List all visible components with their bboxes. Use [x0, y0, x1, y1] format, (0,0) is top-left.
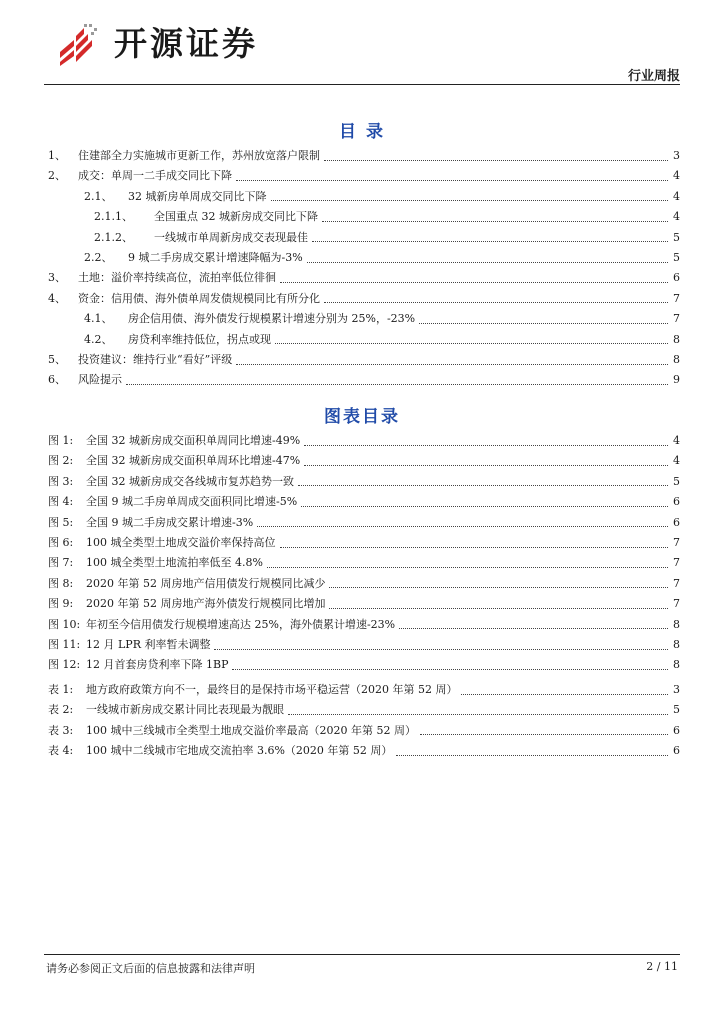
table-entry-page-number: 6 — [673, 723, 680, 737]
figure-entry[interactable] — [48, 513, 680, 533]
figure-entry-title: 100 城全类型土地成交溢价率保持高位 — [86, 535, 276, 549]
toc-entry-page-number: 7 — [673, 312, 680, 326]
figure-entry-number: 图 10: — [48, 617, 81, 631]
dot-leader — [126, 384, 668, 385]
figure-entry-number: 图 8: — [48, 576, 74, 590]
table-of-contents — [48, 146, 680, 391]
dot-leader — [271, 200, 669, 201]
figure-entry-title: 年初至今信用债发行规模增速高达 25%，海外债累计增速-23% — [86, 617, 396, 631]
toc-entry-page-number: 3 — [673, 149, 680, 162]
table-entry-number: 表 1: — [48, 683, 74, 696]
kaiyuan-logo-icon — [58, 22, 100, 66]
dot-leader — [461, 694, 668, 695]
figure-entry-number: 图 5: — [48, 515, 74, 529]
figure-entry[interactable] — [48, 594, 680, 614]
figure-entry-page-number: 7 — [673, 576, 680, 590]
dot-leader — [280, 547, 669, 548]
figure-entry[interactable] — [48, 615, 680, 635]
figure-entry-title: 2020 年第 52 周房地产海外债发行规模同比增加 — [86, 597, 326, 611]
toc-entry-number: 4.1、 — [84, 312, 113, 326]
figure-entry-page-number: 7 — [673, 597, 680, 611]
toc-entry-page-number: 8 — [673, 332, 680, 346]
table-entry-title: 100 城中三线城市全类型土地成交溢价率最高（2020 年第 52 周） — [86, 723, 416, 737]
figure-entry[interactable] — [48, 472, 680, 492]
toc-entry-number: 2、 — [48, 169, 66, 183]
dot-leader — [324, 302, 668, 303]
dot-leader — [322, 221, 668, 222]
figure-entry-page-number: 6 — [673, 495, 680, 509]
figure-entry[interactable] — [48, 492, 680, 512]
toc-entry-title: 全国重点 32 城新房成交同比下降 — [154, 210, 318, 224]
figure-entry-title: 全国 32 城新房成交各线城市复苏趋势一致 — [86, 474, 294, 488]
table-entry[interactable] — [48, 721, 680, 741]
header-divider — [44, 84, 680, 85]
figure-entry-title: 全国 9 城二手房单周成交面积同比增速-5% — [86, 495, 298, 509]
toc-entry-number: 6、 — [48, 373, 66, 387]
table-entry-page-number: 6 — [673, 744, 680, 758]
figure-entry-page-number: 7 — [673, 535, 680, 549]
toc-entry[interactable] — [48, 207, 680, 227]
toc-entry[interactable] — [48, 350, 680, 370]
figure-entry[interactable] — [48, 574, 680, 594]
toc-entry[interactable] — [48, 309, 680, 329]
figure-entry-title: 全国 32 城新房成交面积单周环比增速-47% — [86, 454, 301, 468]
figure-entry-page-number: 6 — [673, 515, 680, 529]
table-entry-page-number: 5 — [673, 703, 680, 717]
figure-entry-title: 12 月 LPR 利率暂未调整 — [86, 637, 211, 651]
figure-entry-page-number: 8 — [673, 617, 680, 631]
table-list — [48, 680, 680, 762]
footer-divider — [44, 954, 680, 955]
toc-entry-title: 成交：单周一二手成交同比下降 — [78, 169, 232, 183]
figure-entry-number: 图 4: — [48, 495, 74, 509]
toc-entry-title: 房企信用债、海外债发行规模累计增速分别为 25%，-23% — [128, 312, 416, 326]
report-type-label: 行业周报 — [627, 69, 680, 84]
toc-entry-title: 32 城新房单周成交同比下降 — [128, 189, 267, 203]
figure-entry[interactable] — [48, 635, 680, 655]
dot-leader — [419, 323, 668, 324]
toc-entry[interactable] — [48, 370, 680, 390]
dot-leader — [288, 714, 668, 715]
figure-entry[interactable] — [48, 451, 680, 471]
figure-entry-number: 图 12: — [48, 658, 81, 672]
dot-leader — [236, 180, 668, 181]
figure-list-title: 图表目录 — [324, 407, 400, 427]
dot-leader — [214, 649, 668, 650]
page-header — [0, 0, 724, 86]
toc-entry[interactable] — [48, 166, 680, 186]
figure-entry-page-number: 8 — [673, 637, 680, 651]
dot-leader — [329, 608, 668, 609]
table-entry-page-number: 3 — [673, 683, 680, 696]
table-entry-title: 100 城中二线城市宅地成交流拍率 3.6%（2020 年第 52 周） — [86, 744, 393, 758]
toc-entry-page-number: 7 — [673, 291, 680, 305]
figure-entry-page-number: 7 — [673, 556, 680, 570]
toc-entry-page-number: 9 — [673, 373, 680, 387]
dot-leader — [267, 567, 668, 568]
figure-entry[interactable] — [48, 533, 680, 553]
dot-leader — [324, 160, 668, 161]
dot-leader — [232, 669, 668, 670]
figure-entry-page-number: 4 — [673, 434, 680, 447]
toc-entry[interactable] — [48, 289, 680, 309]
toc-entry-page-number: 4 — [673, 189, 680, 203]
dot-leader — [301, 506, 668, 507]
figure-entry-page-number: 4 — [673, 454, 680, 468]
dot-leader — [304, 465, 668, 466]
toc-entry-number: 3、 — [48, 271, 66, 285]
toc-entry-title: 土地：溢价率持续高位，流拍率低位徘徊 — [78, 271, 276, 285]
table-entry[interactable] — [48, 741, 680, 761]
figure-entry[interactable] — [48, 431, 680, 451]
figure-entry-number: 图 11: — [48, 637, 81, 651]
figure-entry-number: 图 3: — [48, 474, 74, 488]
dot-leader — [298, 485, 668, 486]
toc-entry-number: 2.1.1、 — [94, 210, 133, 224]
table-entry-number: 表 3: — [48, 723, 74, 737]
toc-entry-page-number: 5 — [673, 250, 680, 264]
table-entry-number: 表 4: — [48, 744, 74, 758]
dot-leader — [307, 262, 668, 263]
dot-leader — [396, 755, 668, 756]
figure-entry-title: 12 月首套房贷利率下降 1BP — [86, 658, 229, 672]
toc-entry-title: 住建部全力实施城市更新工作，苏州放宽落户限制 — [78, 149, 320, 162]
dot-leader — [304, 445, 668, 446]
figure-entry-number: 图 2: — [48, 454, 74, 468]
page-indicator: 2 / 11 — [646, 960, 678, 973]
footer-disclaimer: 请务必参阅正文后面的信息披露和法律声明 — [46, 962, 255, 975]
toc-entry[interactable] — [48, 187, 680, 207]
toc-entry-title: 9 城二手房成交累计增速降幅为-3% — [128, 250, 303, 264]
toc-entry-number: 2.1.2、 — [94, 230, 133, 244]
toc-entry-title: 资金：信用债、海外债单周发债规模同比有所分化 — [78, 291, 320, 305]
toc-entry-number: 4.2、 — [84, 332, 113, 346]
figure-entry[interactable] — [48, 655, 680, 675]
toc-entry-title: 房贷利率维持低位，拐点或现 — [128, 332, 271, 346]
figure-entry-title: 全国 9 城二手房成交累计增速-3% — [86, 515, 254, 529]
figure-entry-number: 图 1: — [48, 434, 74, 447]
toc-entry-number: 2.2、 — [84, 250, 113, 264]
toc-entry[interactable] — [48, 268, 680, 288]
dot-leader — [312, 241, 668, 242]
toc-entry-page-number: 4 — [673, 169, 680, 183]
toc-entry-number: 1、 — [48, 149, 66, 162]
table-entry-title: 地方政府政策方向不一，最终目的是保持市场平稳运营（2020 年第 52 周） — [86, 683, 458, 696]
figure-entry-number: 图 7: — [48, 556, 74, 570]
figure-list — [48, 431, 680, 676]
dot-leader — [257, 526, 668, 527]
dot-leader — [399, 628, 668, 629]
figure-entry-page-number: 5 — [673, 474, 680, 488]
toc-entry-page-number: 4 — [673, 210, 680, 224]
dot-leader — [280, 282, 668, 283]
toc-entry-title: 风险提示 — [78, 373, 122, 387]
toc-entry[interactable] — [48, 146, 680, 166]
toc-entry[interactable] — [48, 228, 680, 248]
dot-leader — [329, 587, 668, 588]
toc-entry-page-number: 5 — [673, 230, 680, 244]
table-entry[interactable] — [48, 700, 680, 720]
dot-leader — [236, 364, 668, 365]
toc-entry-page-number: 8 — [673, 352, 680, 366]
brand-name: 开源证券 — [114, 24, 258, 63]
table-entry-number: 表 2: — [48, 703, 74, 717]
toc-entry-number: 5、 — [48, 352, 66, 366]
toc-title: 目 录 — [339, 122, 385, 142]
dot-leader — [275, 343, 668, 344]
toc-entry-title: 投资建议：维持行业“看好”评级 — [78, 352, 233, 366]
toc-entry-number: 2.1、 — [84, 189, 113, 203]
toc-entry-title: 一线城市单周新房成交表现最佳 — [154, 230, 308, 244]
figure-entry-title: 100 城全类型土地流拍率低至 4.8% — [86, 556, 263, 570]
figure-entry-number: 图 9: — [48, 597, 74, 611]
table-entry-title: 一线城市新房成交累计同比表现最为靓眼 — [86, 703, 284, 717]
toc-entry-page-number: 6 — [673, 271, 680, 285]
toc-entry[interactable] — [48, 248, 680, 268]
figure-entry[interactable] — [48, 553, 680, 573]
figure-entry-title: 2020 年第 52 周房地产信用债发行规模同比减少 — [86, 576, 326, 590]
toc-entry[interactable] — [48, 330, 680, 350]
figure-entry-title: 全国 32 城新房成交面积单周同比增速-49% — [86, 434, 301, 447]
table-entry[interactable] — [48, 680, 680, 700]
figure-entry-number: 图 6: — [48, 535, 74, 549]
toc-entry-number: 4、 — [48, 291, 66, 305]
figure-entry-page-number: 8 — [673, 658, 680, 672]
dot-leader — [420, 734, 668, 735]
